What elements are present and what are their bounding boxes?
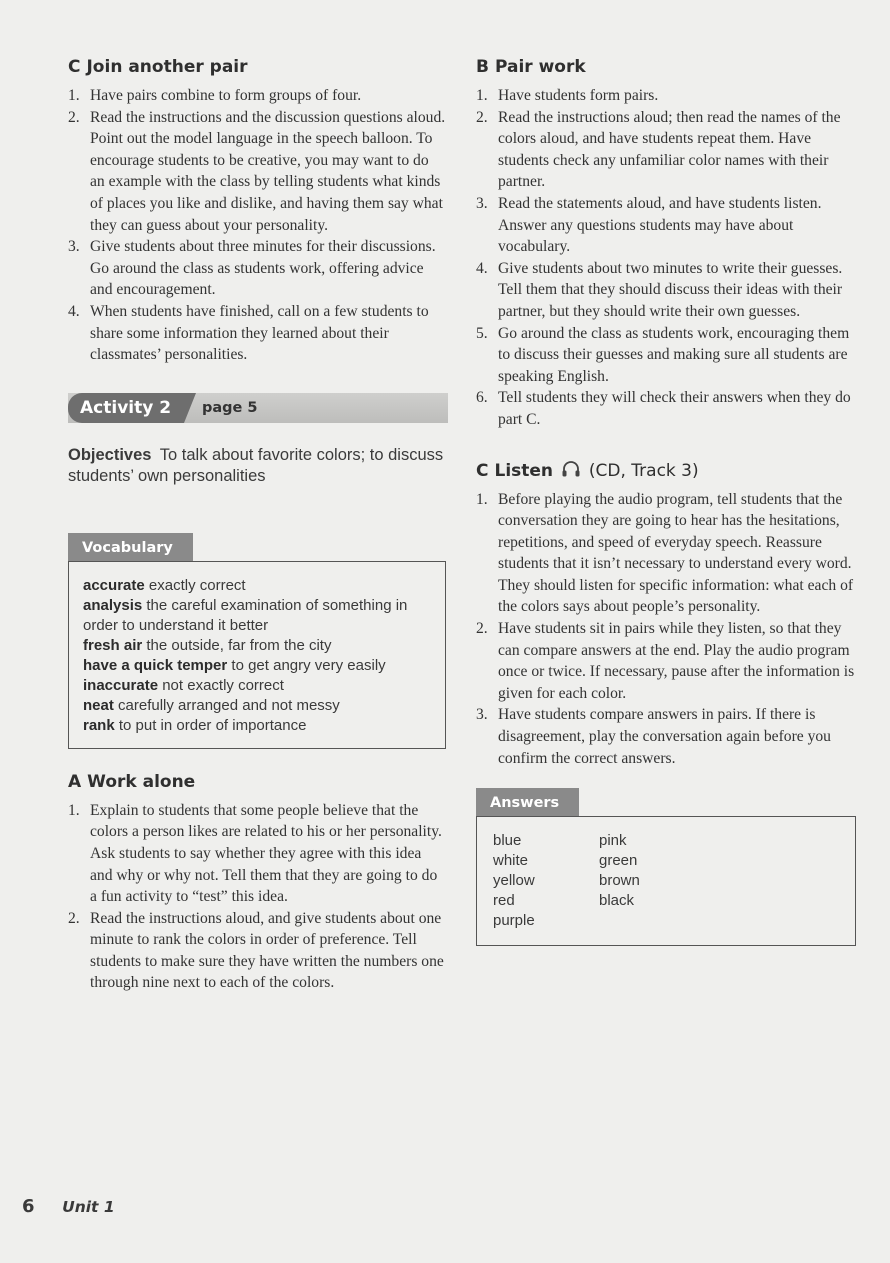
answer-item: yellow — [493, 872, 535, 890]
section-title: Listen — [494, 460, 554, 481]
vocab-item: analysis the careful examination of something in order to understand it better — [83, 596, 408, 634]
objectives — [68, 445, 446, 487]
answers-box — [476, 788, 856, 946]
section-title: Pair work — [494, 57, 586, 77]
vocab-item: rank to put in order of importance — [83, 716, 307, 734]
section-letter: B — [476, 57, 489, 77]
list-item: 2. Read the instructions and the discussion questions aloud. Point out the model language in the speech balloon. To encourage students to be creative, you may want to do an example with the class by telling students what kinds of places you like and dislike, and having them say what they can guess about your personality. — [68, 108, 446, 234]
headphones-icon — [561, 460, 581, 478]
track-reference: (CD, Track 3) — [588, 460, 699, 481]
work-alone-heading — [68, 771, 446, 793]
section-letter: C — [476, 460, 489, 481]
answer-item: green — [599, 852, 638, 870]
objectives-text: To talk about favorite colors; to discuss students’ own personalities — [68, 445, 444, 485]
answer-item: red — [493, 892, 515, 910]
list-item: 2. Read the instructions aloud; then read the names of the colors aloud, and have students repeat them. Have students check any unfamiliar color names with their partner. — [476, 108, 841, 191]
list-item: 5. Go around the class as students work, encouraging them to discuss their guesses and making sure all students are speaking English. — [476, 324, 850, 385]
work-alone-steps — [68, 800, 446, 994]
answer-item: black — [599, 892, 635, 910]
activity-banner — [68, 393, 446, 423]
section-letter: C — [68, 57, 81, 77]
section-letter: A — [68, 771, 82, 792]
list-item: 4. Give students about two minutes to write their guesses. Tell them that they should discuss their ideas with their partner, but they should write their own guesses. — [476, 259, 843, 320]
answer-item: white — [493, 852, 529, 870]
list-item: 1. Before playing the audio program, tell students that the conversation they are going to hear has the hesitations, repetitions, and speed of everyday speech. Reassure students that it isn’t necessary to understand every word. They should listen for specific information: what each of the colors says about people’s personality. — [476, 490, 854, 616]
vocab-item: have a quick temper to get angry very easily — [83, 656, 386, 674]
unit-label: Unit 1 — [62, 1198, 115, 1216]
vocabulary-list — [68, 561, 446, 749]
list-item: 1. Explain to students that some people believe that the colors a person likes are related to his or her personality. Ask students to say whether they agree with this idea and why or why not. Tell them that they are going to do a fun activity to “test” this idea. — [68, 801, 442, 906]
objectives-label: Objectives — [68, 445, 152, 464]
vocabulary-box — [68, 533, 446, 749]
right-column — [476, 56, 856, 968]
listen-steps — [476, 489, 856, 770]
list-item: 3. Have students compare answers in pairs. If there is disagreement, play the conversation again before you confirm the correct answers. — [476, 706, 831, 767]
vocab-item: fresh air the outside, far from the city — [83, 636, 332, 654]
listen-heading — [476, 460, 856, 482]
answer-item: brown — [599, 872, 640, 890]
answers-label: Answers — [476, 788, 579, 816]
list-item: 2. Have students sit in pairs while they listen, so that they can compare answers at the end. Play the audio program once or twice. If necessary, pause after the information is given for each color. — [476, 620, 855, 702]
section-title: Join another pair — [86, 57, 248, 77]
list-item: 6. Tell students they will check their answers when they do part C. — [476, 389, 851, 428]
list-item: 4. When students have finished, call on a few students to share some information they learned about their classmates’ personalities. — [68, 302, 429, 364]
list-item: 1. Have pairs combine to form groups of four. — [68, 87, 362, 104]
answer-item: pink — [599, 832, 627, 850]
section-title: Work alone — [87, 771, 196, 792]
join-pair-heading — [68, 56, 446, 78]
vocab-item: neat carefully arranged and not messy — [83, 696, 340, 714]
pair-work-heading — [476, 56, 856, 78]
activity-page: page 5 — [202, 399, 258, 416]
page-footer — [22, 1196, 115, 1217]
answers-list — [476, 816, 856, 946]
vocabulary-label: Vocabulary — [68, 533, 193, 561]
answer-item: purple — [493, 912, 535, 930]
vocab-item: inaccurate not exactly correct — [83, 676, 284, 694]
list-item: 1. Have students form pairs. — [476, 87, 659, 104]
page-number: 6 — [22, 1196, 35, 1217]
join-pair-steps — [68, 85, 446, 366]
list-item: 3. Read the statements aloud, and have students listen. Answer any questions students may have about vocabulary. — [476, 194, 822, 256]
answer-item: blue — [493, 832, 522, 850]
list-item: 2. Read the instructions aloud, and give students about one minute to rank the colors in order of preference. Tell students to make sure they have written the numbers one through nine next to each of the colors. — [68, 909, 444, 992]
list-item: 3. Give students about three minutes for their discussions. Go around the class as students work, offering advice and encouragement. — [68, 238, 436, 299]
activity-label: Activity 2 — [68, 393, 184, 423]
vocab-item: accurate exactly correct — [83, 576, 246, 594]
left-column — [68, 56, 446, 994]
pair-work-steps — [476, 85, 856, 431]
